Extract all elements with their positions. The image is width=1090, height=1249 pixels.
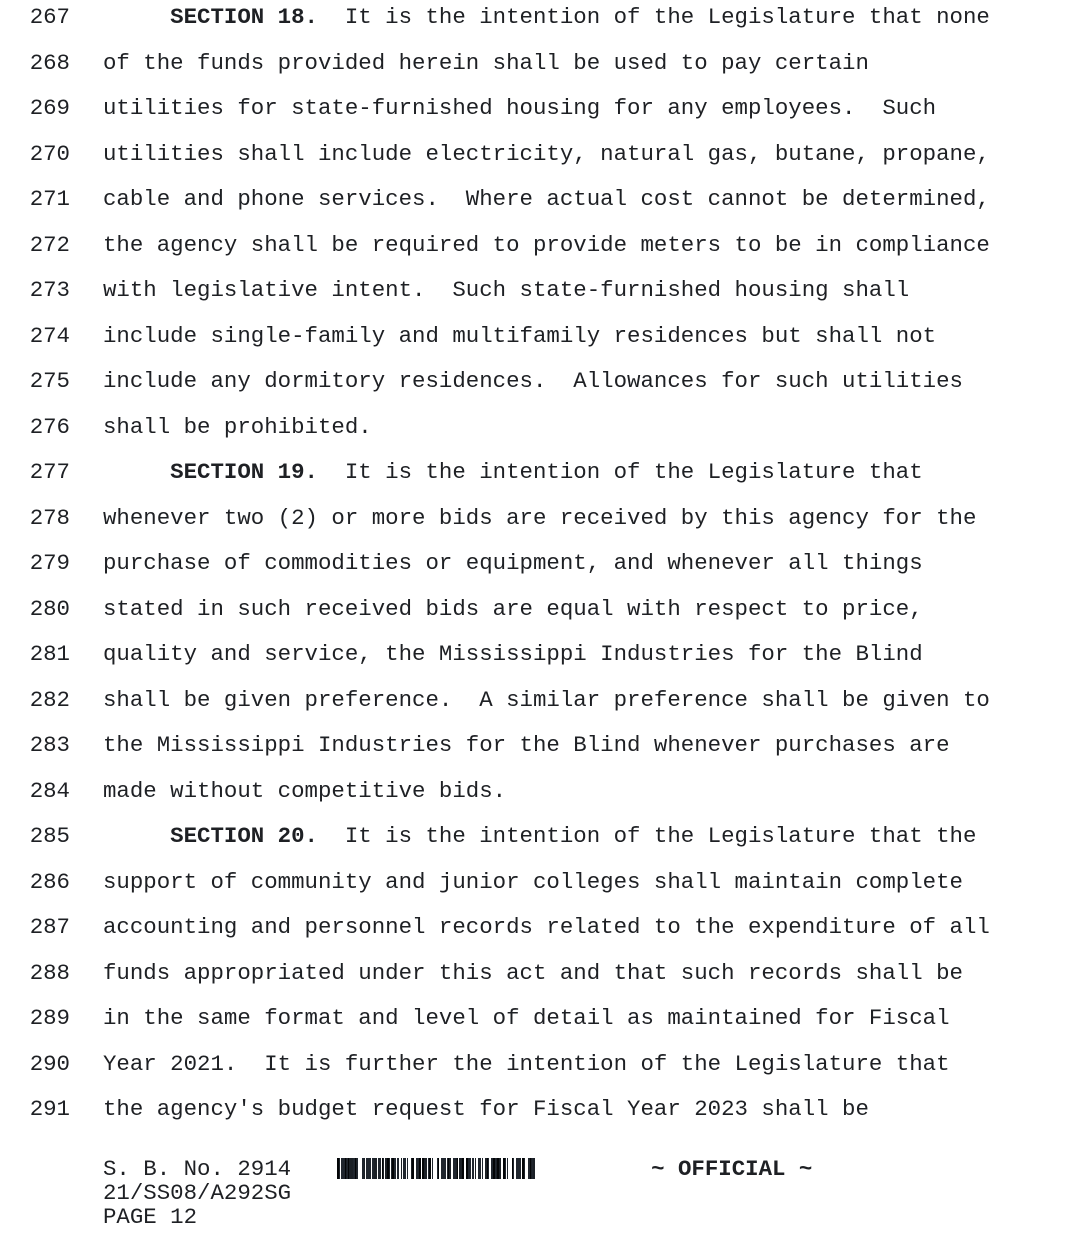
bill-number: S. B. No. 2914 [103,1155,292,1182]
line-number: 280 [29,595,70,622]
line-number: 287 [29,914,70,940]
line-body: with legislative intent. Such state-furnished housing shall [103,277,910,303]
line-text [70,769,506,815]
bill-line [0,177,1090,223]
line-number: 285 [29,823,70,849]
line-text [70,132,990,178]
line-number: 272 [29,231,70,258]
bill-line [0,268,1090,314]
line-number: 273 [29,277,70,303]
line-text [70,0,990,41]
line-number: 278 [29,504,70,531]
line-body: Year 2021. It is further the intention of the Legislature that [103,1050,950,1077]
line-number: 268 [29,49,70,76]
line-body: of the funds provided herein shall be used to pay certain [103,49,869,76]
section-heading: SECTION 18. [103,4,318,30]
bill-line [0,723,1090,769]
line-body: shall be prohibited. [103,413,372,440]
line-text [70,951,963,997]
line-body: It is the intention of the Legislature that [318,459,923,485]
line-text [70,860,963,906]
bill-line [0,541,1090,587]
bill-line [0,223,1090,269]
line-body: the Mississippi Industries for the Blind whenever purchases are [103,732,950,758]
line-number: 282 [29,686,70,713]
line-text [70,541,923,587]
line-number: 281 [29,641,70,667]
line-number: 283 [29,732,70,758]
line-number: 271 [29,186,70,212]
bill-line [0,86,1090,132]
bill-line [0,860,1090,906]
bill-line [0,996,1090,1042]
line-number: 269 [29,95,70,121]
line-body: It is the intention of the Legislature that the [318,823,977,849]
line-text [70,41,869,87]
line-body: stated in such received bids are equal with respect to price, [103,595,923,622]
line-body: quality and service, the Mississippi Industries for the Blind [103,641,923,667]
section-heading: SECTION 20. [103,823,318,849]
line-number: 279 [29,550,70,576]
bill-line [0,905,1090,951]
line-text [70,814,976,860]
line-body: shall be given preference. A similar preference shall be given to [103,686,990,713]
line-body: It is the intention of the Legislature that none [318,4,990,30]
line-text [70,1042,950,1088]
line-text [70,1087,869,1133]
bill-line [0,951,1090,997]
line-number: 275 [29,368,70,394]
line-body: utilities shall include electricity, natural gas, butane, propane, [103,140,990,167]
line-text [70,450,923,496]
line-text [70,405,372,451]
line-number: 290 [29,1050,70,1077]
line-text [70,632,923,678]
line-text [70,723,950,769]
line-body: purchase of commodities or equipment, and whenever all things [103,550,923,576]
bill-line [0,769,1090,815]
bill-line [0,814,1090,860]
line-body: support of community and junior colleges shall maintain complete [103,868,963,895]
bill-line [0,450,1090,496]
barcode-icon [337,1158,535,1179]
bill-line [0,405,1090,451]
line-text [70,678,990,724]
line-number: 288 [29,959,70,986]
line-body: made without competitive bids. [103,777,507,804]
line-number: 284 [29,777,70,804]
bill-line [0,0,1090,41]
footer-row [103,1157,1090,1181]
line-number: 277 [29,459,70,485]
line-body: cable and phone services. Where actual cost cannot be determined, [103,186,990,212]
page-footer [0,1157,1090,1229]
page-number: PAGE 12 [103,1203,198,1230]
line-body: the agency's budget request for Fiscal Year 2023 shall be [103,1096,869,1122]
bill-line [0,314,1090,360]
line-body: utilities for state-furnished housing for any employees. Such [103,95,937,121]
bill-line [0,1087,1090,1133]
bill-code: 21/SS08/A292SG [103,1179,292,1206]
line-number: 289 [29,1005,70,1031]
line-text [70,359,963,405]
bill-line [0,132,1090,178]
line-body: include any dormitory residences. Allowances for such utilities [103,368,963,394]
line-body: funds appropriated under this act and that such records shall be [103,959,963,986]
bill-line [0,678,1090,724]
line-number: 270 [29,140,70,167]
line-text [70,905,990,951]
line-text [70,86,936,132]
official-stamp: ~ OFFICIAL ~ [651,1155,813,1182]
line-body: whenever two (2) or more bids are received by this agency for the [103,504,977,531]
section-heading: SECTION 19. [103,459,318,485]
line-number: 267 [29,4,70,30]
line-text [70,223,990,269]
line-text [70,177,990,223]
line-body: include single-family and multifamily residences but shall not [103,322,937,349]
line-number: 286 [29,868,70,895]
line-number: 276 [29,413,70,440]
bill-line [0,41,1090,87]
line-body: accounting and personnel records related to the expenditure of all [103,914,990,940]
line-text [70,996,950,1042]
bill-line [0,587,1090,633]
bill-line [0,359,1090,405]
line-number: 291 [29,1096,70,1122]
line-text [70,268,909,314]
line-number: 274 [29,322,70,349]
line-text [70,587,923,633]
bill-line [0,496,1090,542]
line-body: in the same format and level of detail as maintained for Fiscal [103,1005,950,1031]
bill-line [0,1042,1090,1088]
bill-line [0,632,1090,678]
line-body: the agency shall be required to provide meters to be in compliance [103,231,990,258]
line-text [70,314,936,360]
line-text [70,496,976,542]
